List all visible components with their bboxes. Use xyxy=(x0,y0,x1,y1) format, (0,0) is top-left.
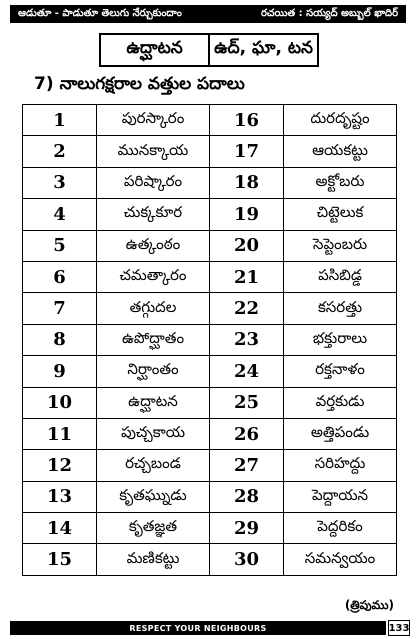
example-word-parts: ఉద్, ఘా, టన xyxy=(208,35,317,65)
word-cell: చిట్టెలుక xyxy=(284,199,397,230)
table-row xyxy=(23,199,397,230)
word-cell: అత్తిపండు xyxy=(284,418,397,449)
word-cell: మణికట్టు xyxy=(97,544,210,575)
row-number: 12 xyxy=(23,450,97,481)
row-number: 27 xyxy=(210,450,284,481)
table-row xyxy=(23,450,397,481)
footer-bar xyxy=(10,621,386,635)
table-row xyxy=(23,481,397,512)
row-number: 18 xyxy=(210,167,284,198)
word-cell: మునక్కాయ xyxy=(97,136,210,167)
word-cell: సమన్వయం xyxy=(284,544,397,575)
word-cell: చమత్కారం xyxy=(97,261,210,292)
source-note: (త్రిపుము) xyxy=(344,598,394,612)
word-cell: కృతఘ్నుడు xyxy=(97,481,210,512)
word-cell: ఆయకట్టు xyxy=(284,136,397,167)
word-cell: ఉత్కంఠం xyxy=(97,230,210,261)
header-author: రచయిత : సయ్యద్ అబ్బుల్ ఖాదిర్ xyxy=(260,8,398,19)
row-number: 22 xyxy=(210,293,284,324)
row-number: 7 xyxy=(23,293,97,324)
row-number: 25 xyxy=(210,387,284,418)
word-cell: సెప్టెంబరు xyxy=(284,230,397,261)
table-row xyxy=(23,418,397,449)
table-row xyxy=(23,261,397,292)
word-cell: పుచ్చకాయ xyxy=(97,418,210,449)
row-number: 5 xyxy=(23,230,97,261)
word-cell: ఉద్ఘాటన xyxy=(97,387,210,418)
row-number: 1 xyxy=(23,105,97,136)
row-number: 28 xyxy=(210,481,284,512)
table-row xyxy=(23,513,397,544)
section-heading xyxy=(34,74,245,98)
row-number: 3 xyxy=(23,167,97,198)
word-cell: కసరత్తు xyxy=(284,293,397,324)
row-number: 17 xyxy=(210,136,284,167)
row-number: 14 xyxy=(23,513,97,544)
word-cell: అక్టోబరు xyxy=(284,167,397,198)
table-row xyxy=(23,105,397,136)
table-row xyxy=(23,387,397,418)
word-cell: తగ్గుదల xyxy=(97,293,210,324)
word-cell: పసిబిడ్డ xyxy=(284,261,397,292)
table-row xyxy=(23,293,397,324)
row-number: 9 xyxy=(23,356,97,387)
row-number: 26 xyxy=(210,418,284,449)
section-title: నాలుగక్షరాల వత్తుల పదాలు xyxy=(59,74,245,94)
word-cell: భక్తురాలు xyxy=(284,324,397,355)
row-number: 24 xyxy=(210,356,284,387)
word-cell: ఉపోద్ఘాతం xyxy=(97,324,210,355)
row-number: 21 xyxy=(210,261,284,292)
word-cell: చుక్కకూర xyxy=(97,199,210,230)
table-row xyxy=(23,544,397,575)
row-number: 10 xyxy=(23,387,97,418)
row-number: 20 xyxy=(210,230,284,261)
row-number: 19 xyxy=(210,199,284,230)
word-cell: పురస్కారం xyxy=(97,105,210,136)
header-bar xyxy=(10,5,406,23)
row-number: 29 xyxy=(210,513,284,544)
word-cell: కృతజ్ఞత xyxy=(97,513,210,544)
example-word: ఉద్ఘాటన xyxy=(126,38,183,58)
row-number: 15 xyxy=(23,544,97,575)
row-number: 2 xyxy=(23,136,97,167)
table-row xyxy=(23,167,397,198)
table-row xyxy=(23,230,397,261)
table-row xyxy=(23,324,397,355)
word-cell: దురదృష్టం xyxy=(284,105,397,136)
word-split-box xyxy=(99,33,319,67)
footer-text: RESPECT YOUR NEIGHBOURS xyxy=(129,623,267,633)
word-cell: పెద్దాయన xyxy=(284,481,397,512)
row-number: 16 xyxy=(210,105,284,136)
row-number: 13 xyxy=(23,481,97,512)
word-cell: రచ్చబండ xyxy=(97,450,210,481)
row-number: 4 xyxy=(23,199,97,230)
row-number: 6 xyxy=(23,261,97,292)
row-number: 11 xyxy=(23,418,97,449)
word-cell: వర్తకుడు xyxy=(284,387,397,418)
word-cell: పెద్దరికం xyxy=(284,513,397,544)
word-cell: సరిహద్దు xyxy=(284,450,397,481)
word-table xyxy=(22,104,397,576)
word-cell: నిర్ఘాంతం xyxy=(97,356,210,387)
header-book-title: ఆడుతూ - పాడుతూ తెలుగు నేర్చుకుందాం xyxy=(18,8,182,19)
row-number: 30 xyxy=(210,544,284,575)
word-cell: పరిష్కారం xyxy=(97,167,210,198)
table-row xyxy=(23,356,397,387)
section-number: 7) xyxy=(34,74,54,94)
row-number: 23 xyxy=(210,324,284,355)
page-number: 133 xyxy=(388,620,410,636)
table-row xyxy=(23,136,397,167)
row-number: 8 xyxy=(23,324,97,355)
word-cell: రక్తనాళం xyxy=(284,356,397,387)
